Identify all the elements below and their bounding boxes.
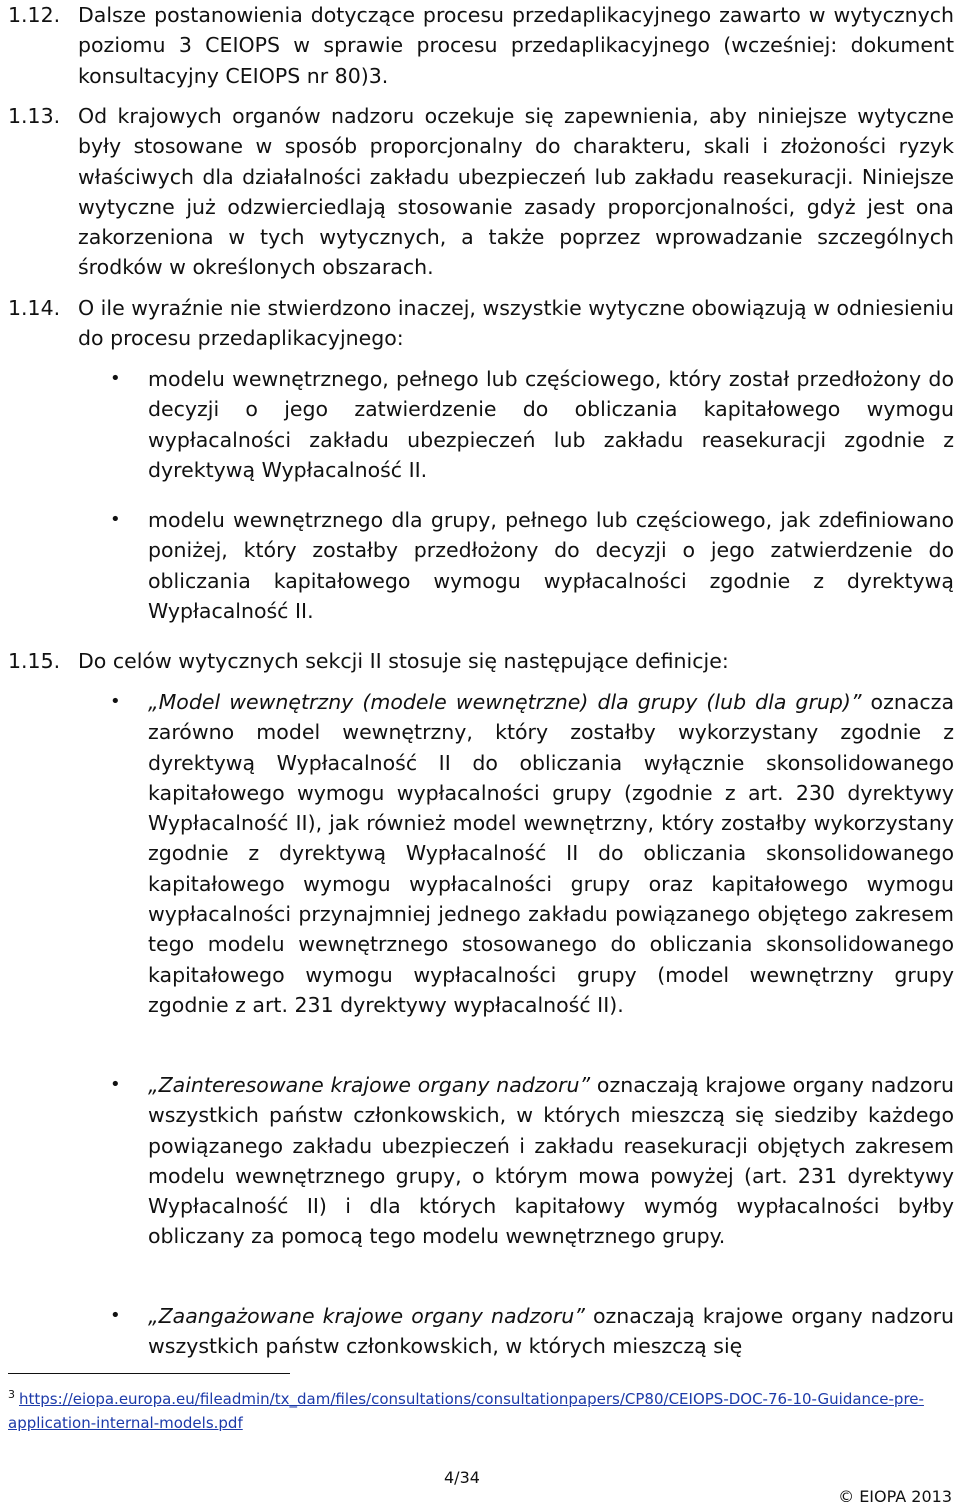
footnote [8, 1388, 948, 1434]
bullet-icon: • [110, 691, 121, 712]
paragraph-text: Od krajowych organów nadzoru oczekuje się zapewnienia, aby niniejsze wytyczne były stosowane w sposób proporcjonalny do charakteru, skali i złożoności ryzyk właściwych dla działalności zakładu ubezpieczeń lub zakładu reasekuracji. Niniejsze wytyczne już odzwierciedlają stosowanie zasady proporcjonalności, gdyż jest ona zakorzeniona w tych wytycznych, a także poprzez wprowadzanie szczególnych środków w określonych obszarach. [78, 104, 954, 280]
list-item-text: modelu wewnętrznego dla grupy, pełnego lub częściowego, jak zdefiniowano poniżej, który zostałby przedłożony do decyzji o jego zatwierdzenie do obliczania kapitałowego wymogu wypłacalności zgodnie z dyrektywą Wypłacalność II. [148, 508, 954, 623]
definition-text [148, 1070, 954, 1252]
definition-term: „Zaangażowane krajowe organy nadzoru” [148, 1304, 585, 1328]
definition-body: oznaczają krajowe organy nadzoru wszystkich państw członkowskich, w których mieszczą się siedziby każdego powiązanego zakładu ubezpieczeń i zakładu reasekuracji objętych zakresem modelu wewnętrznego grupy, o którym mowa powyżej (art. 231 dyrektywy Wypłacalność II) i dla których kapitałowy wymóg wypłacalności byłby obliczany za pomocą tego modelu wewnętrznego grupy. [148, 1073, 955, 1249]
definition-item [110, 687, 955, 1020]
definition-term: „Model wewnętrzny (modele wewnętrzne) dla grupy (lub dla grup)” [148, 690, 862, 714]
paragraph-text: Dalsze postanowienia dotyczące procesu przedaplikacyjnego zawarto w wytycznych poziomu 3 CEIOPS w sprawie procesu przedaplikacyjnego (wcześniej: dokument konsultacyjny CEIOPS nr 80)3. [78, 3, 954, 88]
definition-text [148, 1301, 954, 1362]
definition-term: „Zainteresowane krajowe organy nadzoru” [148, 1073, 591, 1097]
list-item-text: modelu wewnętrznego, pełnego lub częściowego, który został przedłożony do decyzji o jego zatwierdzenie do obliczania kapitałowego wymogu wypłacalności zakładu ubezpieczeń lub zakładu reasekuracji zgodnie z dyrektywą Wypłacalność II. [148, 367, 954, 482]
bullet-icon: • [110, 509, 121, 530]
list-item [110, 505, 954, 626]
paragraph-text: Do celów wytycznych sekcji II stosuje się następujące definicje: [78, 649, 729, 673]
bullet-icon: • [110, 1305, 121, 1326]
paragraph-1-12 [8, 0, 954, 91]
definition-body: oznacza zarówno model wewnętrzny, który zostałby wykorzystany zgodnie z dyrektywą Wypłacalność II do obliczania wyłącznie skonsolidowanego kapitałowego wymogu wypłacalności grupy (zgodnie z art. 230 dyrektywy Wypłacalność II), jak również model wewnętrzny, który zostałby wykorzystany zgodnie z dyrektywą Wypłacalność II do obliczania skonsolidowanego kapitałowego wymogu wypłacalności grupy oraz kapitałowego wymogu wypłacalności przynajmniej jednego zakładu powiązanego objętego zakresem tego modelu wewnętrznego stosowanego do obliczania skonsolidowanego kapitałowego wymogu wypłacalności grupy (model wewnętrzny grupy zgodnie z art. 231 dyrektywy wypłacalność II). [148, 690, 955, 1017]
footnote-link[interactable]: https://eiopa.europa.eu/fileadmin/tx_dam/files/consultations/consultationpapers/CP80/CEIOPS-DOC-76-10-Guidance-pre-application-internal-models.pdf [8, 1390, 924, 1432]
paragraph-1-13 [8, 101, 954, 283]
paragraph-number: 1.12. [8, 3, 61, 27]
list-item [110, 364, 954, 485]
paragraph-number: 1.15. [8, 649, 61, 673]
paragraph-1-15 [8, 646, 954, 676]
definition-body: oznaczają krajowe organy nadzoru wszystkich państw członkowskich, w których mieszczą się [148, 1304, 954, 1359]
paragraph-number: 1.13. [8, 104, 61, 128]
copyright-notice: © EIOPA 2013 [838, 1487, 952, 1506]
definition-item [110, 1301, 954, 1362]
bullet-icon: • [110, 1074, 121, 1095]
bullet-icon: • [110, 368, 121, 389]
paragraph-number: 1.14. [8, 296, 61, 320]
paragraph-1-14 [8, 293, 954, 354]
footnote-separator [8, 1373, 290, 1374]
footnote-marker: 3 [8, 1388, 15, 1401]
page-number: 4/34 [444, 1468, 480, 1487]
paragraph-text: O ile wyraźnie nie stwierdzono inaczej, wszystkie wytyczne obowiązują w odniesieniu do procesu przedaplikacyjnego: [78, 296, 954, 351]
definition-item [110, 1070, 955, 1252]
definition-text [148, 687, 954, 1020]
